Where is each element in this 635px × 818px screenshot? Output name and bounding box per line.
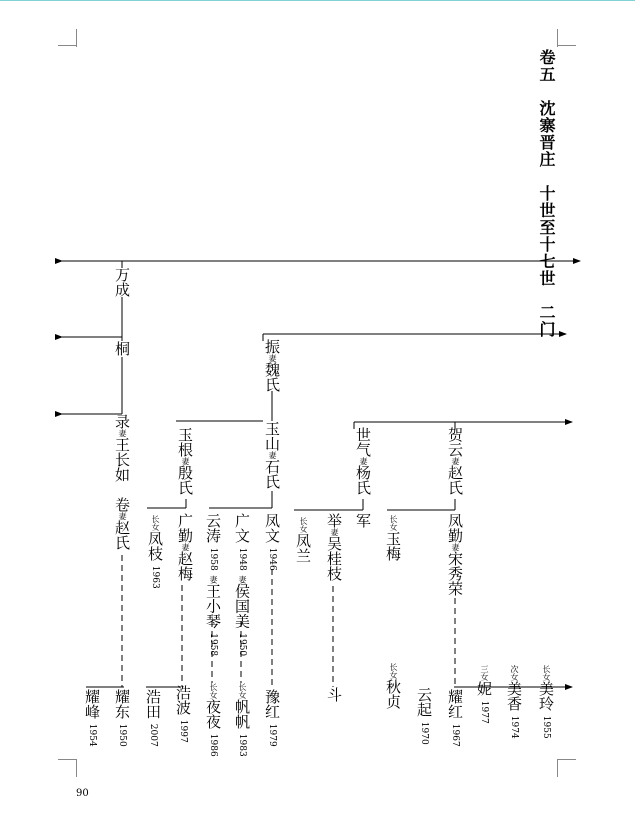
person-yuhong: 豫红 1979 <box>263 689 281 747</box>
person-tong: 桐 <box>113 341 131 356</box>
person-yaohong: 耀红 1967 <box>446 689 464 747</box>
person-yugen: 玉根妻殷氏 <box>176 427 194 495</box>
person-yeye: 长女夜夜 1986 <box>204 683 222 757</box>
person-fengwen: 凤文 1946 <box>263 513 281 571</box>
person-dou: 斗 <box>325 687 343 702</box>
person-fanfan: 长女帆帆 1983 <box>233 683 251 757</box>
person-meiling: 长女美玲 1955 <box>537 665 555 739</box>
person-heyun: 贺云妻赵氏 <box>446 427 464 495</box>
person-haotian: 浩田 2007 <box>144 689 162 747</box>
person-guangqin: 广勤妻赵梅 <box>176 513 194 581</box>
person-fengzhi: 长女凤枝 1963 <box>146 515 164 589</box>
person-wancheng: 万成 <box>113 267 131 297</box>
person-yushan: 玉山妻石氏 <box>263 421 281 489</box>
person-haobo: 浩波 1997 <box>174 685 192 743</box>
person-yaodong: 耀东 1950 <box>113 689 131 747</box>
person-lu: 录妻王长如 卷妻赵氏 <box>113 414 131 550</box>
person-ni: 三女妮 1977 <box>475 665 493 724</box>
person-yaofeng: 耀峰 1954 <box>83 689 101 747</box>
person-jun: 军 <box>354 513 372 528</box>
person-guangwen: 广文 1948 妻侯国美 1950 <box>233 513 251 657</box>
page-title: 卷五 沈寨晋庄 十世至十七世 二门 <box>537 49 556 338</box>
person-yumei: 长女玉梅 <box>384 515 402 561</box>
person-shiqi: 世气妻杨氏 <box>354 427 372 495</box>
person-fengqin: 凤勤妻宋秀荣 <box>446 513 464 596</box>
page-number: 90 <box>76 788 89 799</box>
person-qiuzhen: 长女秋贞 <box>384 663 402 709</box>
person-yuntao: 云涛 1958 妻王小琴 1958 <box>204 513 222 657</box>
person-ju: 举妻吴桂枝 <box>325 513 343 581</box>
person-meixiang: 次女美香 1974 <box>505 665 523 739</box>
person-fenglan: 长女凤兰 <box>294 517 312 563</box>
person-zhen: 振妻魏氏 <box>263 339 281 392</box>
person-yunqi: 云起 1970 <box>415 687 433 745</box>
